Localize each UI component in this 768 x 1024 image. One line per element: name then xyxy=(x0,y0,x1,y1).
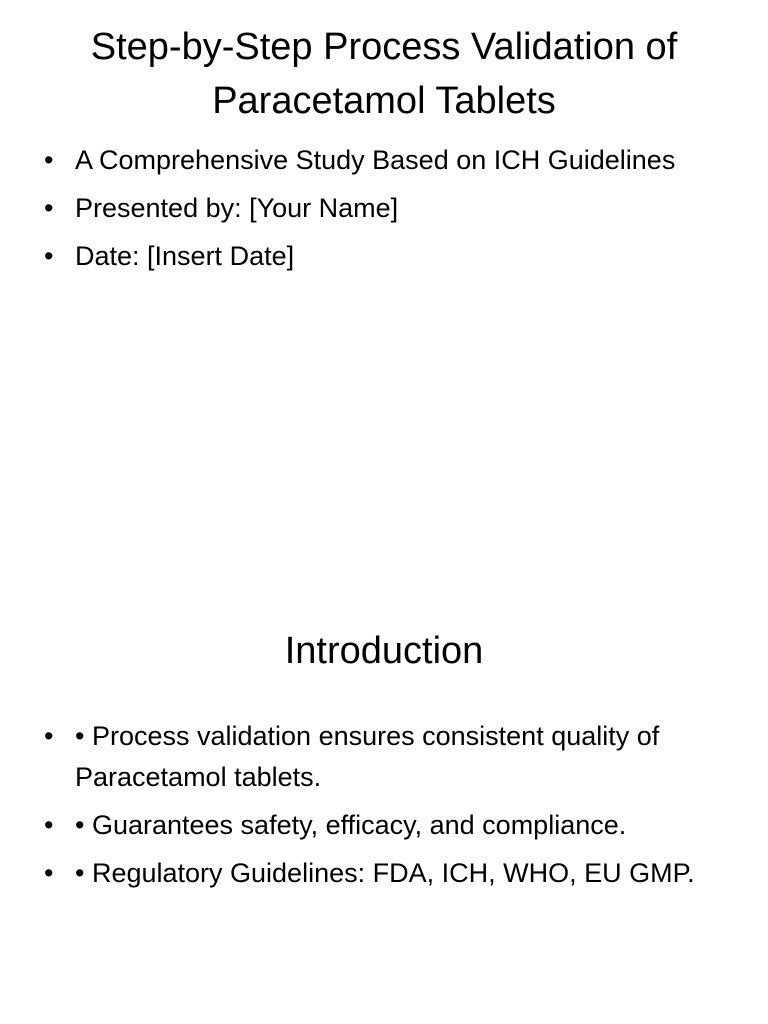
slide-title-bullet-list xyxy=(44,140,728,284)
bullet-marker: • xyxy=(44,145,54,175)
bullet-text: Date: [Insert Date] xyxy=(75,241,295,271)
bullet-text: • Guarantees safety, efficacy, and compliance. xyxy=(75,810,627,840)
bullet-marker: • xyxy=(44,193,54,223)
bullet-item-presenter xyxy=(44,188,728,229)
bullet-item-regulatory xyxy=(44,853,728,894)
bullet-text: A Comprehensive Study Based on ICH Guidelines xyxy=(75,145,676,175)
bullet-marker: • xyxy=(44,810,54,840)
bullet-item-date xyxy=(44,236,728,277)
bullet-item-process-validation xyxy=(44,716,728,798)
bullet-marker: • xyxy=(44,858,54,888)
bullet-marker: • xyxy=(44,241,54,271)
bullet-text: • Regulatory Guidelines: FDA, ICH, WHO, EU GMP. xyxy=(75,858,695,888)
slide-introduction-bullet-list xyxy=(44,716,728,901)
slide-introduction-heading: Introduction xyxy=(284,630,484,672)
slide-introduction xyxy=(0,512,768,1024)
bullet-text: • Process validation ensures consistent quality of Paracetamol tablets. xyxy=(75,721,660,792)
bullet-text: Presented by: [Your Name] xyxy=(75,193,399,223)
bullet-item-safety xyxy=(44,805,728,846)
bullet-marker: • xyxy=(44,721,54,751)
bullet-item-subtitle xyxy=(44,140,728,181)
slide-title-heading: Step-by-Step Process Validation of Paracetamol Tablets xyxy=(90,26,678,122)
